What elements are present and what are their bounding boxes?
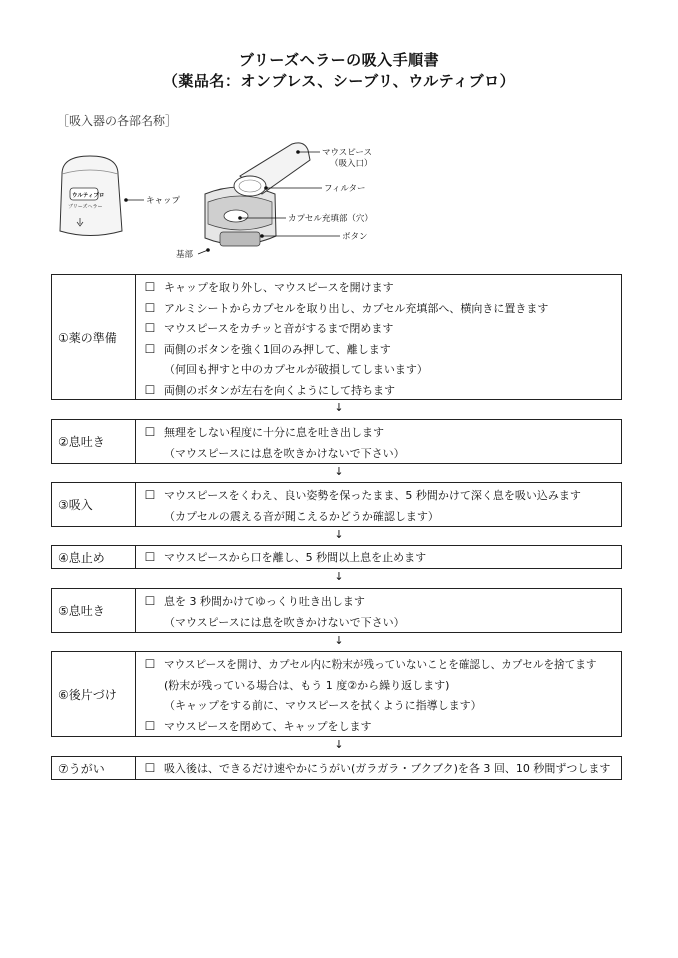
document-subtitle: （薬品名：オンブレス、シーブリ、ウルティブロ） [162,72,516,90]
step-6-line-2: (粉末が残っている場合は、もう 1 度②から繰り返します) [164,678,450,692]
document-title: ブリーズヘラーの吸入手順書 [238,51,440,69]
section-label: ［吸入器の各部名称］ [57,114,178,128]
step-2-block [51,419,622,464]
step-3-line-1: マウスピースをくわえ、良い姿勢を保ったまま、5 秒間かけて深く息を吸い込みます [164,489,581,503]
step-2-line-1: 無理をしない程度に十分に息を吐き出します [164,426,384,440]
step-7-name: ⑦うがい [52,757,136,779]
step-1-line-2: アルミシートからカプセルを取り出し、カプセル充填部へ、横向きに置きます [164,301,549,315]
down-arrow-icon: ↓ [334,634,344,647]
checkbox[interactable]: ☐ [144,321,156,336]
checkbox[interactable]: ☐ [144,488,156,503]
down-arrow-icon: ↓ [334,401,344,414]
checkbox[interactable]: ☐ [144,550,156,565]
step-3-name: ③吸入 [52,483,136,526]
step-5-block [51,588,622,633]
step-1-line-1: キャップを取り外し、マウスピースを開けます [164,281,394,295]
checkbox[interactable]: ☐ [144,280,156,295]
step-1-name: ①薬の準備 [52,275,136,399]
checkbox[interactable]: ☐ [144,594,156,609]
step-1-block [51,274,622,400]
checkbox[interactable]: ☐ [144,718,156,733]
step-6-name: ⑥後片づけ [52,652,136,736]
step-5-line-1: 息を 3 秒間かけてゆっくり吐き出します [164,595,365,609]
step-6-block [51,651,622,737]
step-3-block [51,482,622,527]
device-name-text: ブリーズヘラー [68,204,103,210]
step-4-line-1: マウスピースから口を離し、5 秒間以上息を止めます [164,551,427,565]
label-cap: キャップ [146,196,181,206]
step-1-line-6: 両側のボタンが左右を向くようにして持ちます [164,383,395,397]
down-arrow-icon: ↓ [334,738,344,751]
checkbox[interactable]: ☐ [144,761,156,776]
label-filter: フィルター [324,184,366,194]
step-1-line-4: 両側のボタンを強く1回のみ押して、離します [164,342,391,356]
checkbox[interactable]: ☐ [144,382,156,397]
checkbox[interactable]: ☐ [144,300,156,315]
step-4-block [51,545,622,569]
step-2-name: ②息吐き [52,420,136,463]
label-capsule-chamber: カプセル充填部（穴） [288,214,373,224]
label-base: 基部 [176,250,194,260]
step-2-line-2: （マウスピースには息を吹きかけないで下さい） [164,446,405,460]
step-3-line-2: （カプセルの震える音が聞こえるかどうか確認します） [164,509,439,523]
step-7-block [51,756,622,780]
down-arrow-icon: ↓ [334,570,344,583]
open-inhaler-illustration [205,143,310,246]
step-5-name: ⑤息吐き [52,589,136,632]
checkbox[interactable]: ☐ [144,657,156,672]
step-5-line-2: （マウスピースには息を吹きかけないで下さい） [164,615,405,629]
label-mouthpiece-sub: （吸入口） [330,159,373,169]
step-6-line-3: （キャップをする前に、マウスピースを拭くように指導します） [164,699,482,713]
step-7-line-1: 吸入後は、できるだけ速やかにうがい(ガラガラ・ブクブク)を各 3 回、10 秒間ずつします [164,762,611,776]
down-arrow-icon: ↓ [334,465,344,478]
step-1-line-5: （何回も押すと中のカプセルが破損してしまいます） [164,363,428,377]
label-button: ボタン [342,232,368,242]
checkbox[interactable]: ☐ [144,425,156,440]
checkbox[interactable]: ☐ [144,341,156,356]
step-6-line-1: マウスピースを開け、カプセル内に粉末が残っていないことを確認し、カプセルを捨てます [164,658,597,671]
cap-illustration [60,156,122,236]
step-1-line-3: マウスピースをカチッと音がするまで閉めます [164,322,394,336]
device-logo-text: ウルティブロ [72,193,105,199]
down-arrow-icon: ↓ [334,528,344,541]
inhaler-diagram [40,136,420,266]
step-6-line-4: マウスピースを閉めて、キャップをします [164,719,372,733]
label-mouthpiece: マウスピース [322,148,372,158]
step-4-name: ④息止め [52,546,136,568]
